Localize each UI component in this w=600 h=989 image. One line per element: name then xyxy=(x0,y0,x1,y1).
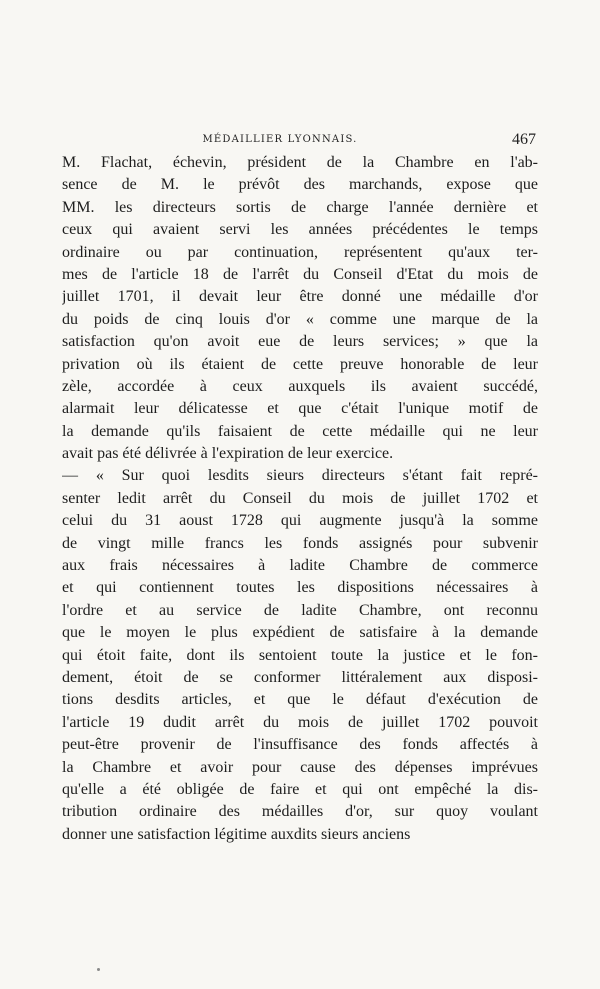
paper-speck xyxy=(97,968,100,971)
page-number: 467 xyxy=(512,131,536,148)
text-line: juillet 1701, il devait leur être donné une médaille d'or xyxy=(62,288,538,306)
text-line: que le moyen le plus expédient de satisfaire à la demande xyxy=(62,624,538,642)
text-line: l'ordre et au service de ladite Chambre, ont reconnu xyxy=(62,601,538,619)
text-line: ceux qui avaient servi les années précédentes le temps xyxy=(62,221,538,239)
text-line: aux frais nécessaires à ladite Chambre de commerce xyxy=(62,557,538,575)
running-head-title: MÉDAILLIER LYONNAIS. xyxy=(202,134,358,145)
text-line: zèle, accordée à ceux auxquels ils avaient succédé, xyxy=(62,377,538,395)
body-text xyxy=(62,152,538,846)
text-line: de vingt mille francs les fonds assignés pour subvenir xyxy=(62,534,538,552)
text-line: ordinaire ou par continuation, représentent qu'aux ter- xyxy=(62,243,538,261)
text-line: celui du 31 aoust 1728 qui augmente jusqu'à la somme xyxy=(62,512,538,530)
text-line: donner une satisfaction légitime auxdits sieurs anciens xyxy=(62,825,411,843)
text-line: qu'elle a été obligée de faire et qui ont empêché la dis- xyxy=(62,780,538,798)
text-line: senter ledit arrêt du Conseil du mois de juillet 1702 et xyxy=(62,489,538,507)
text-line: qui étoit faite, dont ils sentoient toute la justice et le fon- xyxy=(62,646,538,664)
text-line: dement, étoit de se conformer littéralement aux disposi- xyxy=(62,668,538,686)
text-line: MM. les directeurs sortis de charge l'année dernière et xyxy=(62,198,538,216)
text-line: la demande qu'ils faisaient de cette médaille qui ne leur xyxy=(62,422,538,440)
text-line: mes de l'article 18 de l'arrêt du Conseil d'Etat du mois de xyxy=(62,265,538,283)
text-line: tribution ordinaire des médailles d'or, sur quoy voulant xyxy=(62,803,538,821)
text-line: et qui contiennent toutes les dispositions nécessaires à xyxy=(62,579,538,597)
text-line: la Chambre et avoir pour cause des dépenses imprévues xyxy=(62,758,538,776)
text-line: privation où ils étaient de cette preuve honorable de leur xyxy=(62,355,538,373)
text-line: avait pas été délivrée à l'expiration de leur exercice. xyxy=(62,445,394,463)
text-line: peut-être provenir de l'insuffisance des fonds affectés à xyxy=(62,736,538,754)
text-line: l'article 19 dudit arrêt du mois de juillet 1702 pouvoit xyxy=(62,713,538,731)
text-line: du poids de cinq louis d'or « comme une marque de la xyxy=(62,310,538,328)
text-line: satisfaction qu'on avoit eue de leurs services; » que la xyxy=(62,333,538,351)
text-line: sence de M. le prévôt des marchands, expose que xyxy=(62,176,538,194)
text-line: — « Sur quoi lesdits sieurs directeurs s'étant fait repré- xyxy=(62,467,538,485)
text-line: alarmait leur délicatesse et que c'était l'unique motif de xyxy=(62,400,538,418)
text-line: tions desdits articles, et que le défaut d'exécution de xyxy=(62,691,538,709)
text-line: M. Flachat, échevin, président de la Chambre en l'ab- xyxy=(62,154,538,171)
running-head xyxy=(0,131,600,150)
